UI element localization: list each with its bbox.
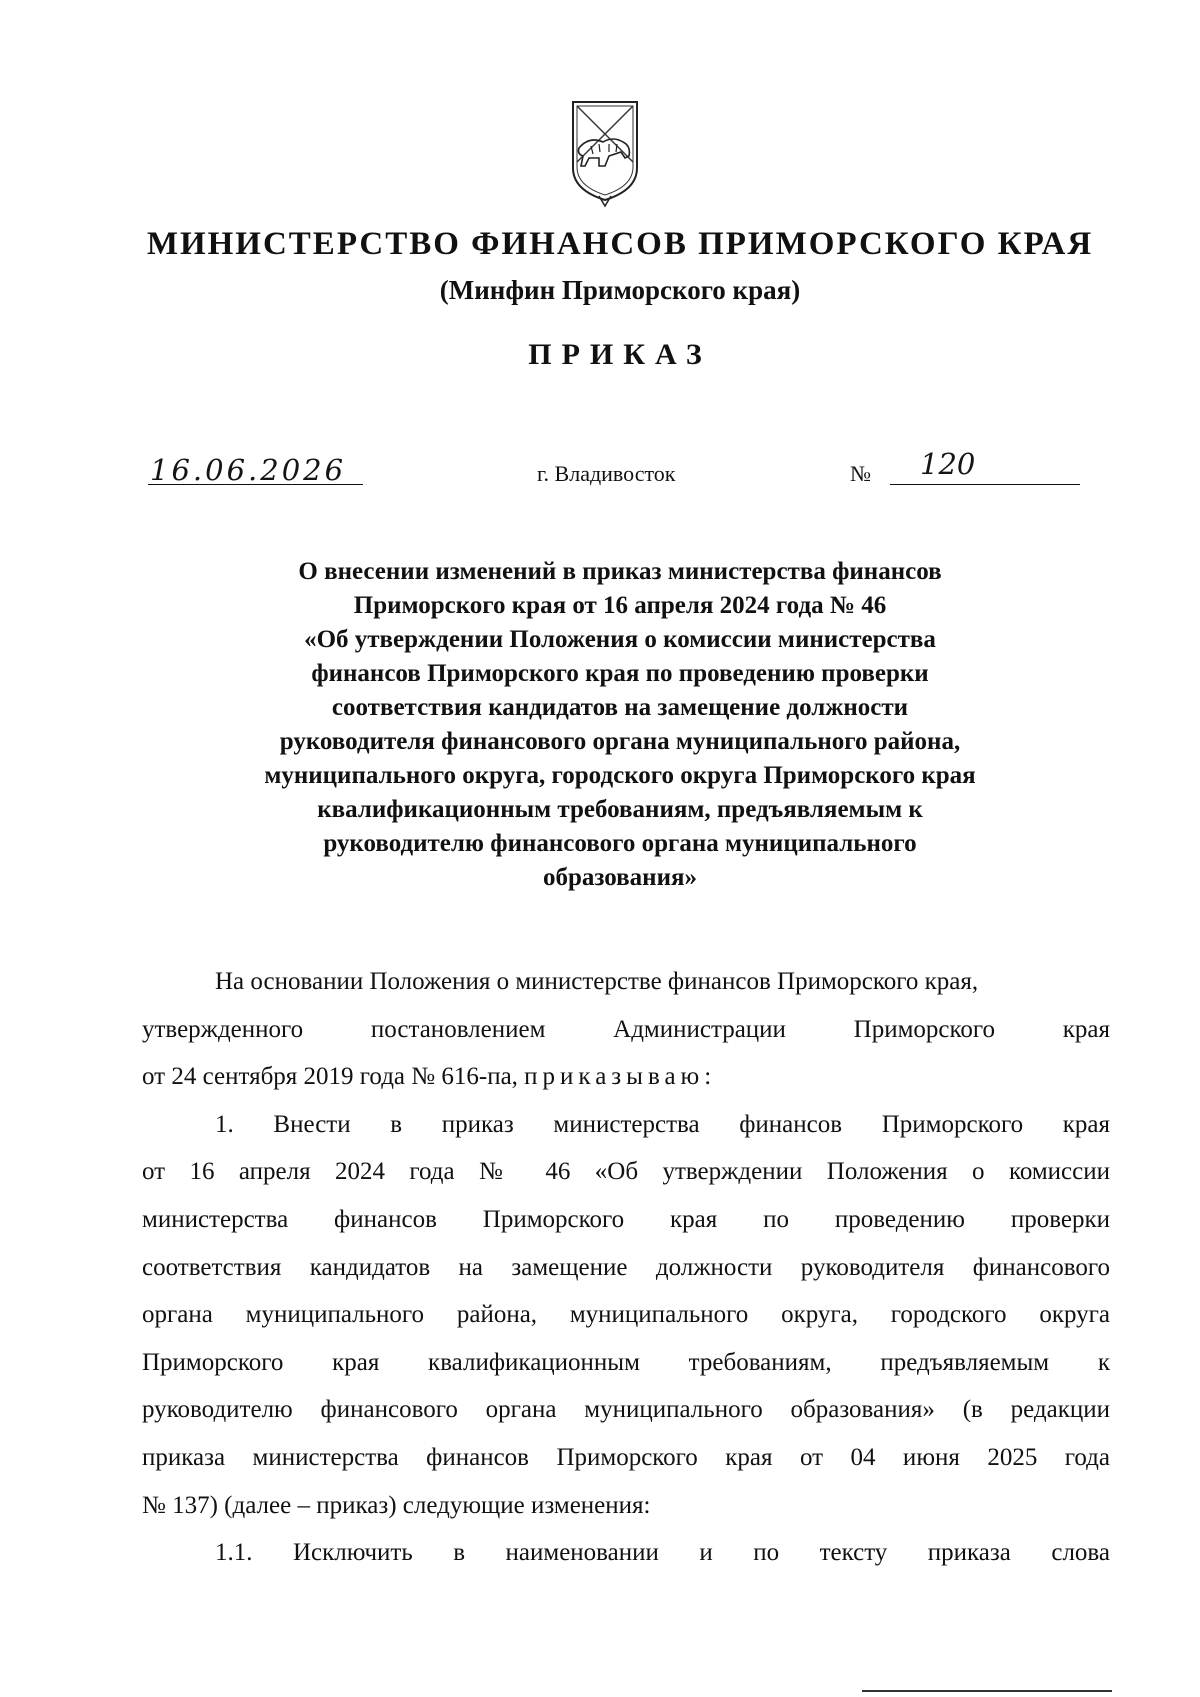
title-line: финансов Приморского края по проведению проверки: [311, 660, 929, 687]
order-date: 16.06.2026: [150, 453, 347, 487]
body-line: [142, 1053, 1110, 1101]
body-line: соответствия кандидатов на замещение должности руководителя финансового: [142, 1253, 1110, 1281]
order-number: 120: [920, 447, 976, 481]
ministry-short-name: (Минфин Приморского края): [439, 275, 801, 305]
title-line: руководителя финансового органа муниципального района,: [279, 728, 961, 755]
title-line: квалификационным требованиям, предъявляемым к: [317, 796, 923, 823]
body-line: 1.1. Исключить в наименовании и по тексту приказа слова: [215, 1539, 1110, 1567]
body-line: утвержденного постановлением Администрации Приморского края: [142, 1015, 1110, 1043]
title-line: руководителю финансового органа муниципального: [323, 830, 917, 857]
primorsky-krai-coat-of-arms-icon: [565, 96, 645, 208]
order-word: приказываю:: [524, 1063, 717, 1091]
body-line-text: от 24 сентября 2019 года № 616-па,: [142, 1063, 518, 1091]
order-title: [130, 555, 1110, 895]
title-line: «Об утверждении Положения о комиссии министерства: [304, 626, 936, 653]
body-line: № 137) (далее – приказ) следующие изменения:: [142, 1491, 651, 1519]
document-type: ПРИКАЗ: [528, 338, 712, 371]
body-line: Приморского края квалификационным требованиям, предъявляемым к: [142, 1348, 1110, 1376]
order-city: г. Владивосток: [537, 461, 676, 486]
title-line: О внесении изменений в приказ министерства финансов: [298, 558, 942, 585]
body-line: министерства финансов Приморского края по проведению проверки: [142, 1205, 1110, 1233]
title-line: муниципального округа, городского округа Приморского края: [264, 762, 976, 789]
number-sign: №: [850, 461, 871, 486]
body-line: приказа министерства финансов Приморского края от 04 июня 2025 года: [142, 1443, 1110, 1471]
order-body: [142, 958, 1110, 1577]
ministry-name: МИНИСТЕРСТВО ФИНАНСОВ ПРИМОРСКОГО КРАЯ: [146, 226, 1094, 262]
title-line: Приморского края от 16 апреля 2024 года № 46: [353, 592, 887, 619]
body-line: На основании Положения о министерстве финансов Приморского края,: [215, 968, 979, 995]
body-line: от 16 апреля 2024 года № 46 «Об утверждении Положения о комиссии: [142, 1158, 1110, 1186]
footer-rule: [862, 1690, 1112, 1692]
number-underline: [890, 484, 1080, 485]
date-underline: [148, 484, 363, 485]
body-line: руководителю финансового органа муниципального образования» (в редакции: [142, 1396, 1110, 1424]
body-line: 1. Внести в приказ министерства финансов Приморского края: [215, 1110, 1110, 1138]
title-line: соответствия кандидатов на замещение должности: [331, 694, 909, 721]
title-line: образования»: [542, 864, 698, 891]
body-line: органа муниципального района, муниципального округа, городского округа: [142, 1301, 1110, 1329]
